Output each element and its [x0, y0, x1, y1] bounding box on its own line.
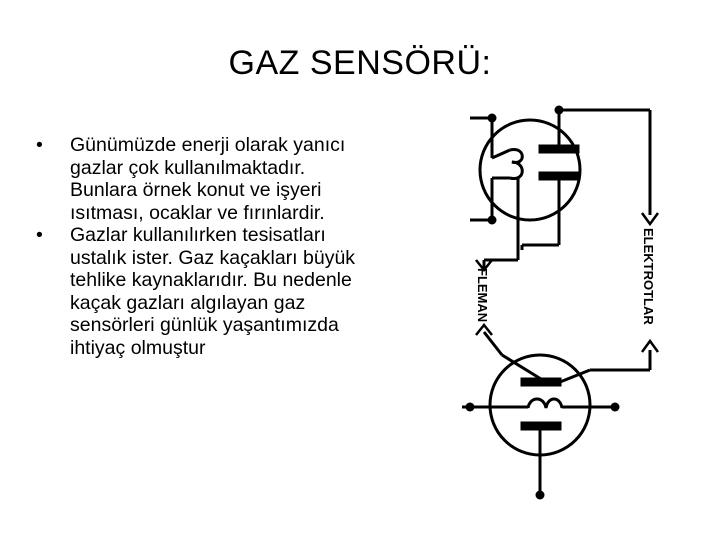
upper-sensor-body: [480, 120, 580, 220]
lower-electrode-plate: [522, 423, 560, 429]
bullet-list: [36, 134, 376, 359]
bullet-text: Gazlar kullanılırken tesisatları ustalık ister. Gaz kaçakları büyük tehlike kaynaklarıdır. Bu nedenle kaçak gazları algılayan gaz sensörleri günlük yaşantımızda ihtiyaç olmuştur: [70, 224, 356, 359]
upper-electrode-plate: [540, 173, 578, 179]
bullet-item: [36, 224, 376, 359]
bullet-item: [36, 134, 376, 224]
upper-filament-coil: [510, 149, 522, 178]
lower-electrode-plate: [522, 379, 560, 385]
electrodes-label: ELEKTROTLAR: [641, 228, 656, 325]
bullet-symbol: •: [36, 224, 43, 246]
lower-filament-coil: [528, 399, 562, 408]
filament-label: FLEMAN: [475, 268, 490, 323]
gas-sensor-diagram: [440, 100, 680, 510]
bullet-symbol: •: [36, 134, 43, 156]
slide-title: GAZ SENSÖRÜ:: [228, 44, 492, 82]
bullet-text: Günümüzde enerji olarak yanıcı gazlar çok kullanılmaktadır. Bunlara örnek konut ve işyeri ısıtması, ocaklar ve fırınlardir.: [70, 134, 346, 224]
upper-electrode-plate: [540, 146, 578, 152]
